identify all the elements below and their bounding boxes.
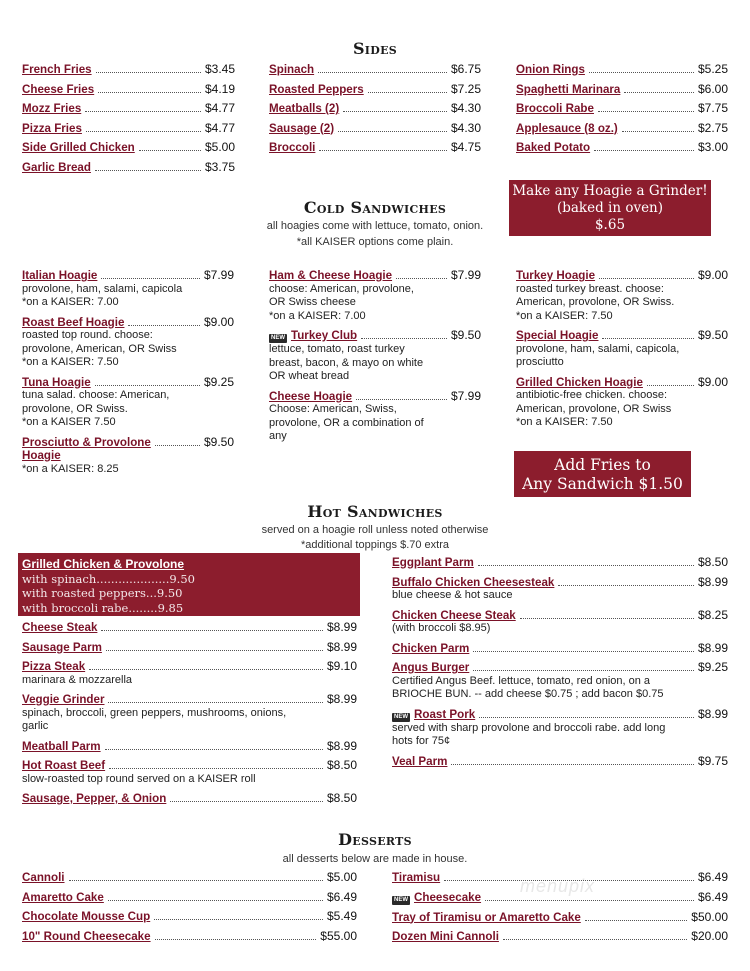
item-description: provolone, ham, salami, capicola xyxy=(22,282,183,295)
cold-column-2 xyxy=(269,269,481,450)
menu-item xyxy=(392,891,728,905)
menu-item xyxy=(22,891,357,905)
item-name[interactable]: Roast Beef Hoagie xyxy=(22,315,125,329)
item-name[interactable]: Spaghetti Marinara xyxy=(516,82,621,96)
item-price: $8.50 xyxy=(697,555,728,569)
hot-subtitle: *additional toppings $.70 extra xyxy=(301,539,449,551)
cold-column-1 xyxy=(22,269,234,482)
item-price: $8.25 xyxy=(697,607,728,622)
item-price: $8.99 xyxy=(326,639,357,654)
item-name[interactable]: Broccoli xyxy=(269,141,316,154)
item-name[interactable]: Pizza Fries xyxy=(22,121,82,135)
item-name[interactable]: Cheese Fries xyxy=(22,82,95,96)
fries-promo-banner xyxy=(514,451,691,497)
item-description: tuna salad. choose: American, xyxy=(22,389,170,401)
menu-item xyxy=(22,102,235,116)
item-price: $6.49 xyxy=(697,870,728,884)
item-price: $9.50 xyxy=(697,328,728,342)
item-name[interactable]: Veggie Grinder xyxy=(22,693,105,706)
item-name[interactable]: Tiramisu xyxy=(392,871,441,884)
menu-item xyxy=(516,83,728,97)
menu-item xyxy=(516,102,728,116)
item-price: $8.99 xyxy=(697,640,728,655)
desserts-subtitle: all desserts below are made in house. xyxy=(282,853,468,865)
item-name[interactable]: Angus Burger xyxy=(392,661,470,674)
menu-item xyxy=(22,641,357,655)
item-name[interactable]: Dozen Mini Cannoli xyxy=(392,930,499,943)
menu-item xyxy=(392,930,728,944)
item-name[interactable]: Roast Pork xyxy=(414,707,476,721)
item-description: lettuce, tomato, roast turkey xyxy=(269,343,405,355)
item-price: $9.10 xyxy=(326,659,357,673)
menu-item xyxy=(269,329,481,384)
item-name[interactable]: Turkey Hoagie xyxy=(516,269,596,282)
new-badge: NEW xyxy=(394,713,408,720)
menu-item xyxy=(22,871,357,885)
menu-item xyxy=(516,141,728,155)
sides-column-2 xyxy=(269,63,481,161)
menu-item xyxy=(392,871,728,885)
item-price: $9.00 xyxy=(697,268,728,282)
menu-item xyxy=(269,83,481,97)
menu-item xyxy=(22,759,357,786)
menu-item xyxy=(516,122,728,136)
item-name[interactable]: Cheese Hoagie xyxy=(269,389,353,403)
featured-item-name[interactable]: Grilled Chicken & Provolone xyxy=(22,557,185,571)
item-name[interactable]: Turkey Club xyxy=(291,329,358,342)
item-description: provolone, OR a combination of xyxy=(269,416,424,429)
menu-item xyxy=(22,930,357,944)
item-name-continued[interactable]: Hoagie xyxy=(22,449,61,462)
item-name[interactable]: Meatballs (2) xyxy=(269,102,340,115)
item-price: $7.75 xyxy=(697,101,728,115)
menu-item xyxy=(516,376,728,430)
item-description: served with sharp provolone and broccoli rabe. add long xyxy=(392,721,666,734)
item-name[interactable]: Side Grilled Chicken xyxy=(22,141,135,154)
menu-item xyxy=(22,436,234,477)
item-price: $8.99 xyxy=(326,738,357,753)
item-name[interactable]: Mozz Fries xyxy=(22,102,82,115)
menu-item xyxy=(22,122,235,136)
item-description: provolone, American, OR Swiss xyxy=(22,342,177,355)
item-description: BRIOCHE BUN. -- add cheese $0.75 ; add bacon $0.75 xyxy=(392,688,664,700)
item-description: American, provolone, OR Swiss xyxy=(516,402,672,415)
promo-line: Make any Hoagie a Grinder! xyxy=(512,183,708,199)
item-price: $9.00 xyxy=(697,374,728,389)
cold-subtitle: all hoagies come with lettuce, tomato, onion. xyxy=(266,220,484,232)
menu-item xyxy=(22,376,234,430)
item-price: $8.99 xyxy=(697,574,728,589)
promo-price: $.65 xyxy=(594,217,626,233)
item-description: choose: American, provolone, xyxy=(269,282,414,295)
hot-sandwiches-title: Hot Sandwiches xyxy=(307,502,443,521)
item-price: $3.75 xyxy=(204,159,235,174)
cold-subtitle: *all KAISER options come plain. xyxy=(296,236,454,248)
item-price: $3.45 xyxy=(204,62,235,76)
menu-item xyxy=(22,740,357,754)
item-description: *on a KAISER: 8.25 xyxy=(22,462,119,475)
item-price: $55.00 xyxy=(320,928,357,943)
item-name[interactable]: Special Hoagie xyxy=(516,329,599,342)
menu-item xyxy=(392,556,728,570)
item-name[interactable]: Tuna Hoagie xyxy=(22,375,91,389)
item-name[interactable]: Tray of Tiramisu or Amaretto Cake xyxy=(392,910,581,924)
hot-column-1 xyxy=(22,621,357,812)
item-name[interactable]: Broccoli Rabe xyxy=(516,102,594,115)
item-price: $9.25 xyxy=(203,374,234,389)
menu-item xyxy=(22,910,357,924)
menu-item xyxy=(22,161,235,175)
item-price: $6.00 xyxy=(697,81,728,96)
menu-item xyxy=(392,708,728,749)
menu-item xyxy=(269,141,481,155)
item-description: slow-roasted top round served on a KAISER roll xyxy=(22,772,256,785)
item-name[interactable]: Amaretto Cake xyxy=(22,890,104,904)
item-name[interactable]: French Fries xyxy=(22,63,92,76)
hot-column-2 xyxy=(392,556,728,774)
menu-item xyxy=(516,63,728,77)
item-price: $50.00 xyxy=(691,909,728,924)
item-price: $4.19 xyxy=(204,81,235,96)
promo-line: (baked in oven) xyxy=(556,200,664,216)
menupix-watermark: menupix xyxy=(520,876,596,896)
featured-option: with spinach....................9.50 xyxy=(22,571,195,586)
item-name[interactable]: Cheesecake xyxy=(414,890,482,904)
menu-item xyxy=(22,316,234,370)
item-price: $8.99 xyxy=(697,706,728,721)
item-name[interactable]: Hot Roast Beef xyxy=(22,759,106,772)
item-description: roasted turkey breast. choose: xyxy=(516,282,664,295)
item-price: $6.49 xyxy=(326,889,357,904)
item-name[interactable]: Garlic Bread xyxy=(22,160,91,174)
item-price: $7.99 xyxy=(450,388,481,403)
item-price: $9.50 xyxy=(450,328,481,342)
item-price: $7.99 xyxy=(450,268,481,282)
item-description: OR wheat bread xyxy=(269,370,350,382)
item-description: *on a KAISER: 7.00 xyxy=(269,309,366,322)
item-description: OR Swiss cheese xyxy=(269,296,356,308)
item-price: $2.75 xyxy=(697,120,728,135)
featured-option: with roasted peppers...9.50 xyxy=(22,586,183,600)
item-name[interactable]: 10" Round Cheesecake xyxy=(22,929,151,943)
item-name[interactable]: Roasted Peppers xyxy=(269,82,364,96)
item-price: $5.00 xyxy=(326,870,357,884)
item-name[interactable]: Cannoli xyxy=(22,871,65,884)
item-description: *on a KAISER: 7.50 xyxy=(516,309,613,322)
item-description: breast, bacon, & mayo on white xyxy=(269,356,424,369)
item-name[interactable]: Pizza Steak xyxy=(22,660,86,673)
item-description: Choose: American, Swiss, xyxy=(269,403,397,415)
menu-item xyxy=(269,122,481,136)
menu-item xyxy=(392,661,728,702)
item-description: *on a KAISER: 7.50 xyxy=(22,356,119,368)
menu-item xyxy=(22,693,357,734)
item-name[interactable]: Italian Hoagie xyxy=(22,269,98,282)
item-description: marinara & mozzarella xyxy=(22,673,133,686)
item-price: $9.50 xyxy=(203,434,234,449)
item-description: Certified Angus Beef. lettuce, tomato, red onion, on a xyxy=(392,674,651,687)
item-description: blue cheese & hot sauce xyxy=(392,589,513,601)
item-price: $5.49 xyxy=(326,909,357,923)
menu-item xyxy=(22,269,234,310)
item-name[interactable]: Chicken Cheese Steak xyxy=(392,608,516,622)
menu-item xyxy=(516,269,728,323)
item-name[interactable]: Ham & Cheese Hoagie xyxy=(269,269,393,282)
item-description: provolone, OR Swiss. xyxy=(22,402,128,415)
item-description: antibiotic-free chicken. choose: xyxy=(516,389,668,401)
item-name[interactable]: Sausage (2) xyxy=(269,121,335,135)
menu-item xyxy=(269,102,481,116)
item-name[interactable]: Eggplant Parm xyxy=(392,556,474,569)
menu-item xyxy=(392,576,728,603)
item-price: $4.75 xyxy=(450,140,481,154)
new-badge: NEW xyxy=(271,335,285,341)
promo-line: Any Sandwich $1.50 xyxy=(522,475,683,493)
item-name[interactable]: Buffalo Chicken Cheesesteak xyxy=(392,575,555,589)
menu-item xyxy=(22,83,235,97)
sides-column-3 xyxy=(516,63,728,161)
promo-line: Add Fries to xyxy=(554,456,651,474)
item-description: *on a KAISER 7.50 xyxy=(22,416,116,428)
featured-option: with broccoli rabe........9.85 xyxy=(22,600,184,615)
item-price: $7.99 xyxy=(203,268,234,282)
menu-item xyxy=(22,621,357,635)
item-description: roasted top round. choose: xyxy=(22,329,153,341)
item-price: $6.75 xyxy=(450,62,481,76)
item-price: $5.00 xyxy=(204,140,235,154)
item-price: $8.50 xyxy=(326,791,357,805)
item-name[interactable]: Chocolate Mousse Cup xyxy=(22,910,151,923)
desserts-column-2 xyxy=(392,871,728,950)
item-price: $9.25 xyxy=(697,660,728,674)
item-name[interactable]: Prosciutto & Provolone xyxy=(22,435,151,449)
desserts-title: Desserts xyxy=(338,830,412,849)
item-price: $9.00 xyxy=(203,314,234,329)
item-price: $20.00 xyxy=(691,929,728,943)
item-description: *on a KAISER: 7.50 xyxy=(516,416,613,428)
item-description: any xyxy=(269,430,287,442)
featured-grilled-chicken-box xyxy=(18,553,360,616)
item-name[interactable]: Chicken Parm xyxy=(392,641,470,655)
item-price: $8.99 xyxy=(326,692,357,706)
item-name[interactable]: Veal Parm xyxy=(392,754,448,768)
item-name[interactable]: Sausage, Pepper, & Onion xyxy=(22,792,167,805)
cold-column-3 xyxy=(516,269,728,436)
item-price: $3.00 xyxy=(697,140,728,154)
item-price: $6.49 xyxy=(697,889,728,904)
item-name[interactable]: Applesauce (8 oz.) xyxy=(516,121,618,135)
menu-item xyxy=(22,792,357,806)
menu-item xyxy=(516,329,728,370)
item-description: prosciutto xyxy=(516,356,564,368)
item-name[interactable]: Cheese Steak xyxy=(22,621,98,634)
item-price: $4.30 xyxy=(450,101,481,115)
item-description: spinach, broccoli, green peppers, mushrooms, onions, xyxy=(22,706,287,719)
item-name[interactable]: Spinach xyxy=(269,63,315,76)
item-name[interactable]: Meatball Parm xyxy=(22,739,101,753)
sides-column-1 xyxy=(22,63,235,180)
menu-item xyxy=(269,390,481,444)
item-price: $4.30 xyxy=(450,120,481,135)
item-price: $8.99 xyxy=(326,620,357,634)
item-description: garlic xyxy=(22,720,49,732)
item-name[interactable]: Grilled Chicken Hoagie xyxy=(516,375,643,389)
menu-item xyxy=(392,642,728,656)
item-name[interactable]: Onion Rings xyxy=(516,63,585,76)
sides-title: Sides xyxy=(352,39,398,58)
item-name[interactable]: Baked Potato xyxy=(516,141,591,154)
item-description: provolone, ham, salami, capicola, xyxy=(516,342,680,355)
menu-item xyxy=(269,269,481,323)
item-description: (with broccoli $8.95) xyxy=(392,622,491,634)
item-price: $5.25 xyxy=(697,62,728,76)
item-price: $8.50 xyxy=(326,758,357,772)
item-price: $4.77 xyxy=(204,120,235,135)
item-description: American, provolone, OR Swiss. xyxy=(516,296,675,308)
menu-item xyxy=(22,63,235,77)
item-name[interactable]: Sausage Parm xyxy=(22,640,102,654)
desserts-column-1 xyxy=(22,871,357,949)
item-description: *on a KAISER: 7.00 xyxy=(22,296,119,308)
menu-item xyxy=(392,609,728,636)
new-badge: NEW xyxy=(394,896,408,903)
menu-item xyxy=(22,141,235,155)
menu-item xyxy=(269,63,481,77)
item-price: $4.77 xyxy=(204,101,235,115)
menu-item xyxy=(392,755,728,769)
item-description: hots for 75¢ xyxy=(392,735,451,747)
item-price: $7.25 xyxy=(450,81,481,96)
menu-item xyxy=(22,660,357,687)
menu-item xyxy=(392,911,728,925)
item-price: $9.75 xyxy=(697,753,728,768)
hot-subtitle: served on a hoagie roll unless noted otherwise xyxy=(261,524,489,536)
cold-sandwiches-title: Cold Sandwiches xyxy=(303,198,447,217)
